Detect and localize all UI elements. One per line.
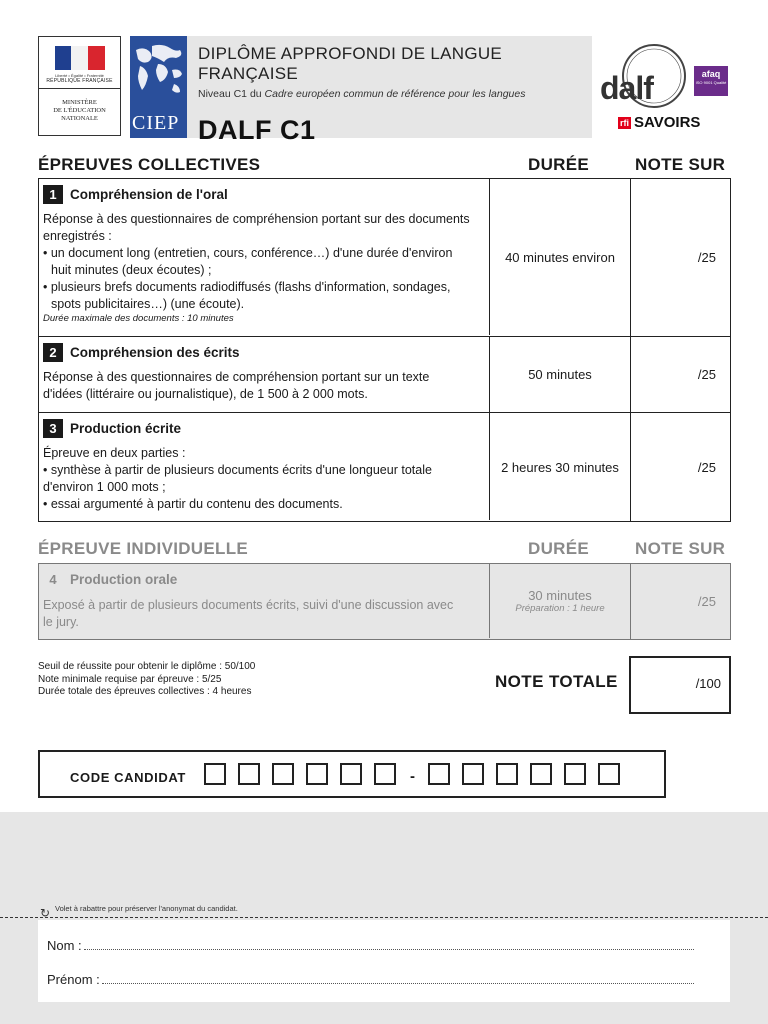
exam-number-badge: 2: [43, 343, 63, 362]
duration-column-header: DURÉE: [528, 155, 590, 174]
afaq-logo: afaq ISO 9001 Qualité: [694, 66, 728, 96]
individual-exam-table: [38, 563, 731, 640]
score-column-header: NOTE SUR: [635, 539, 726, 558]
fold-line: [0, 917, 768, 918]
exam-description: Exposé à partir de plusieurs documents écrits, suivi d'une discussion avec le jury.: [43, 598, 454, 629]
fold-arrow-icon: ↻: [40, 906, 51, 920]
collective-section-header: [38, 155, 731, 177]
exam-title: Production écrite: [70, 421, 182, 436]
ministry-name: MINISTÈRE DE L'ÉDUCATION NATIONALE: [53, 99, 106, 122]
score-column-header: NOTE SUR: [635, 155, 726, 174]
exam-title: Compréhension des écrits: [70, 345, 240, 360]
candidate-code-box: [38, 750, 666, 798]
code-digit-box[interactable]: [428, 763, 450, 785]
diploma-subtitle: Niveau C1 du Cadre européen commun de référence pour les langues: [198, 88, 526, 100]
firstname-field[interactable]: Prénom :: [47, 972, 722, 987]
exam-number-badge: 1: [43, 185, 63, 204]
exam-note: Durée maximale des documents : 10 minutes: [43, 313, 234, 324]
exam-duration: 30 minutes Préparation : 1 heure: [490, 564, 631, 639]
code-digit-box[interactable]: [306, 763, 328, 785]
individual-heading: ÉPREUVE INDIVIDUELLE: [38, 539, 249, 558]
rf-republic: RÉPUBLIQUE FRANÇAISE: [46, 77, 113, 84]
dalf-logo-text: dalf: [600, 70, 653, 106]
exam-name: DALF C1: [198, 115, 316, 145]
exam-score: /25: [697, 367, 716, 382]
code-digit-box[interactable]: [530, 763, 552, 785]
identity-box: [38, 920, 730, 1002]
exam-duration: 40 minutes environ: [490, 179, 631, 336]
code-digit-box[interactable]: [564, 763, 586, 785]
exam-number-badge: 4: [49, 572, 57, 587]
exam-score: /25: [697, 250, 716, 265]
rf-motto: Liberté • Égalité • Fraternité: [55, 72, 104, 78]
duration-column-header: DURÉE: [528, 539, 590, 558]
table-row: [39, 337, 730, 413]
french-flag-icon: [55, 46, 105, 70]
rfi-savoirs-logo: rfi SAVOIRS: [620, 114, 701, 131]
exam-description: Réponse à des questionnaires de compréhension portant sur un texte d'idées (littéraire ou journalistique), de 1 500 à 2 000 mots.: [43, 370, 430, 401]
diploma-title: DIPLÔME APPROFONDI DE LANGUE FRANÇAISE: [198, 44, 503, 83]
code-digit-box[interactable]: [598, 763, 620, 785]
exam-description: Réponse à des questionnaires de compréhension portant sur des documents enregistrés : • un document long (entretien, cours, conférence…) d'une durée d'environ huit minutes (deux écoutes) ; • plusieurs brefs documents radiodiffusés (flashs d'information, sondages, spots publicitaires…) (une écoute).: [43, 212, 470, 311]
total-score-box[interactable]: /100: [629, 656, 731, 714]
header-title-box: [187, 36, 592, 145]
passing-requirements: Seuil de réussite pour obtenir le diplôme : 50/100 Note minimale requise par épreuve : 5/25 Durée totale des épreuves collectives : 4 heures: [38, 661, 256, 697]
code-digit-box[interactable]: [272, 763, 294, 785]
republique-francaise-logo: [38, 36, 121, 136]
exam-title: Production orale: [70, 572, 178, 587]
flap-note: Volet à rabattre pour préserver l'anonymat du candidat.: [55, 904, 238, 913]
candidate-code-label: CODE CANDIDAT: [70, 770, 186, 785]
table-row: [39, 564, 730, 639]
dalf-logo: [596, 40, 736, 136]
ciep-logo: [130, 36, 187, 138]
code-digit-box[interactable]: [204, 763, 226, 785]
code-digit-box[interactable]: [462, 763, 484, 785]
exam-title: Compréhension de l'oral: [70, 187, 228, 202]
name-field[interactable]: Nom :: [47, 938, 722, 953]
code-digit-box[interactable]: [374, 763, 396, 785]
exam-description-cell: [39, 337, 490, 412]
preparation-note: Préparation : 1 heure: [515, 603, 605, 614]
exam-score: /25: [697, 594, 716, 609]
exam-number-badge: 3: [43, 419, 63, 438]
exam-description: Épreuve en deux parties : • synthèse à partir de plusieurs documents écrits d'une longueur totale d'environ 1 000 mots ; • essai argumenté à partir du contenu des documents.: [43, 446, 432, 511]
exam-description-cell: [39, 179, 490, 335]
table-row: [39, 413, 730, 521]
collective-heading: ÉPREUVES COLLECTIVES: [38, 155, 261, 174]
exam-duration: 50 minutes: [490, 337, 631, 412]
ciep-logo-text: CIEP: [132, 112, 180, 134]
table-row: [39, 179, 730, 337]
exam-duration: 2 heures 30 minutes: [490, 413, 631, 521]
total-score-label: NOTE TOTALE: [495, 672, 618, 691]
individual-section-header: [38, 539, 731, 561]
collective-exams-table: [38, 178, 731, 522]
exam-description-cell: [39, 564, 490, 638]
code-digit-box[interactable]: [238, 763, 260, 785]
code-digit-box[interactable]: [340, 763, 362, 785]
exam-score: /25: [697, 459, 716, 475]
code-digit-box[interactable]: [496, 763, 518, 785]
exam-description-cell: [39, 413, 490, 520]
code-separator: -: [410, 768, 415, 785]
